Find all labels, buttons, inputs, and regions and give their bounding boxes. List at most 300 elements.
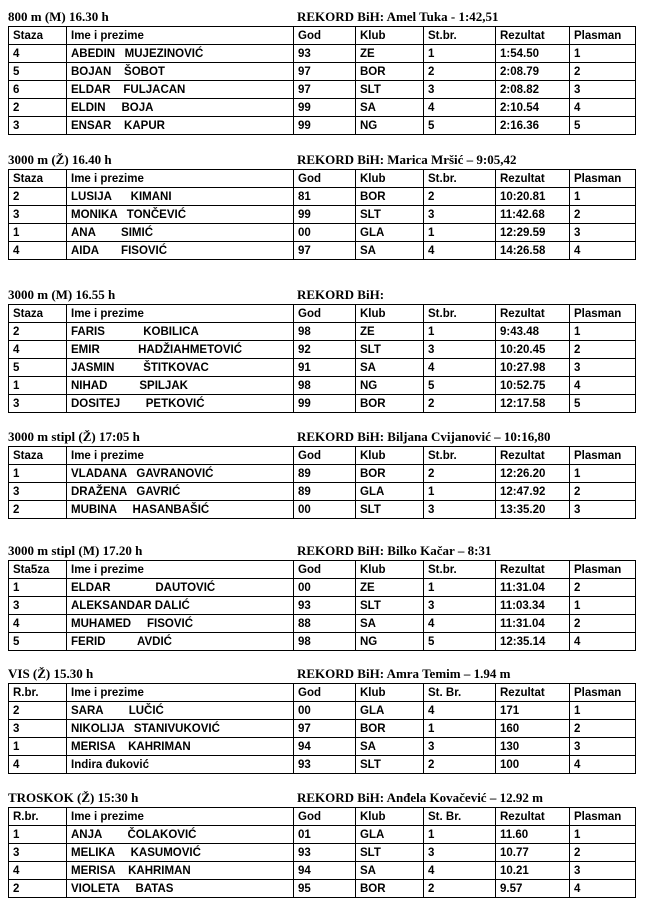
cell-birth-year: 99 (294, 206, 356, 224)
cell-bib-number: 1 (424, 720, 496, 738)
cell-birth-year: 00 (294, 224, 356, 242)
col-header-plasman: Plasman (570, 447, 636, 465)
col-header-plasman: Plasman (570, 170, 636, 188)
event-record: REKORD BiH: Marica Mršić – 9:05,42 (297, 152, 517, 167)
event-record: REKORD BiH: Amra Temim – 1.94 m (297, 666, 511, 681)
table-row (9, 323, 636, 341)
col-header-name: Ime i prezime (67, 808, 294, 826)
cell-birth-year: 99 (294, 117, 356, 135)
cell-birth-year: 97 (294, 720, 356, 738)
cell-result: 11:42.68 (496, 206, 570, 224)
col-header-rezultat: Rezultat (496, 27, 570, 45)
cell-placing: 2 (570, 579, 636, 597)
cell-birth-year: 94 (294, 738, 356, 756)
cell-bib-number: 1 (424, 224, 496, 242)
cell-placing: 1 (570, 826, 636, 844)
col-header-god: God (294, 305, 356, 323)
results-table (8, 683, 636, 774)
table-header-row (9, 305, 636, 323)
cell-club: SA (356, 242, 424, 260)
cell-athlete-name: VIOLETA BATAS (67, 880, 294, 898)
cell-bib-number: 4 (424, 862, 496, 880)
cell-birth-year: 93 (294, 844, 356, 862)
col-header-plasman: Plasman (570, 808, 636, 826)
table-row (9, 341, 636, 359)
cell-result: 2:08.79 (496, 63, 570, 81)
table-header-row (9, 561, 636, 579)
cell-club: GLA (356, 224, 424, 242)
col-header-staza: Staza (9, 170, 67, 188)
cell-lane: 5 (9, 633, 67, 651)
col-header-staza: Staza (9, 305, 67, 323)
col-header-klub: Klub (356, 305, 424, 323)
cell-birth-year: 99 (294, 395, 356, 413)
cell-result: 11:31.04 (496, 615, 570, 633)
cell-placing: 1 (570, 465, 636, 483)
event-record: REKORD BiH: Amel Tuka - 1:42,51 (297, 9, 499, 24)
cell-placing: 2 (570, 63, 636, 81)
results-table (8, 560, 636, 651)
table-row (9, 99, 636, 117)
cell-birth-year: 89 (294, 483, 356, 501)
cell-bib-number: 2 (424, 880, 496, 898)
cell-result: 130 (496, 738, 570, 756)
event-title: VIS (Ž) 15.30 h (8, 666, 94, 681)
col-header-god: God (294, 808, 356, 826)
cell-bib-number: 2 (424, 63, 496, 81)
cell-athlete-name: BOJAN ŠOBOT (67, 63, 294, 81)
cell-club: SLT (356, 81, 424, 99)
cell-lane: 1 (9, 377, 67, 395)
cell-bib-number: 3 (424, 501, 496, 519)
event-title: TROSKOK (Ž) 15:30 h (8, 790, 139, 805)
col-header-stbr: St.br. (424, 170, 496, 188)
cell-club: ZE (356, 323, 424, 341)
cell-bib-number: 4 (424, 615, 496, 633)
cell-bib-number: 4 (424, 242, 496, 260)
table-row (9, 501, 636, 519)
cell-placing: 4 (570, 756, 636, 774)
col-header-god: God (294, 684, 356, 702)
results-table (8, 169, 636, 260)
cell-club: NG (356, 377, 424, 395)
cell-athlete-name: ELDIN BOJA (67, 99, 294, 117)
cell-club: SA (356, 615, 424, 633)
cell-result: 10:20.45 (496, 341, 570, 359)
table-row (9, 880, 636, 898)
cell-result: 1:54.50 (496, 45, 570, 63)
cell-birth-year: 88 (294, 615, 356, 633)
cell-birth-year: 98 (294, 377, 356, 395)
cell-club: GLA (356, 826, 424, 844)
cell-result: 100 (496, 756, 570, 774)
cell-club: BOR (356, 395, 424, 413)
col-header-klub: Klub (356, 447, 424, 465)
cell-athlete-name: NIKOLIJA STANIVUKOVIĆ (67, 720, 294, 738)
cell-club: SA (356, 99, 424, 117)
col-header-klub: Klub (356, 27, 424, 45)
table-row (9, 615, 636, 633)
cell-athlete-name: LUSIJA KIMANI (67, 188, 294, 206)
cell-birth-year: 98 (294, 323, 356, 341)
cell-lane: 3 (9, 720, 67, 738)
cell-athlete-name: FERID AVDIĆ (67, 633, 294, 651)
cell-lane: 3 (9, 483, 67, 501)
cell-club: GLA (356, 702, 424, 720)
table-row (9, 756, 636, 774)
cell-club: BOR (356, 720, 424, 738)
cell-placing: 1 (570, 323, 636, 341)
table-row (9, 188, 636, 206)
cell-result: 11:03.34 (496, 597, 570, 615)
cell-result: 12:26.20 (496, 465, 570, 483)
table-row (9, 45, 636, 63)
cell-athlete-name: DRAŽENA GAVRIĆ (67, 483, 294, 501)
cell-athlete-name: MERISA KAHRIMAN (67, 862, 294, 880)
cell-placing: 1 (570, 45, 636, 63)
event-title: 3000 m stipl (M) 17.20 h (8, 543, 143, 558)
cell-bib-number: 3 (424, 597, 496, 615)
table-row (9, 81, 636, 99)
cell-lane: 1 (9, 224, 67, 242)
cell-athlete-name: VLADANA GAVRANOVIĆ (67, 465, 294, 483)
cell-result: 13:35.20 (496, 501, 570, 519)
cell-birth-year: 00 (294, 501, 356, 519)
cell-lane: 5 (9, 359, 67, 377)
col-header-rbr: R.br. (9, 684, 67, 702)
table-row (9, 597, 636, 615)
cell-bib-number: 3 (424, 844, 496, 862)
col-header-staza: Staza (9, 447, 67, 465)
cell-birth-year: 99 (294, 99, 356, 117)
cell-bib-number: 3 (424, 206, 496, 224)
cell-club: SA (356, 738, 424, 756)
table-row (9, 117, 636, 135)
cell-placing: 4 (570, 99, 636, 117)
cell-result: 12:17.58 (496, 395, 570, 413)
table-header-row (9, 808, 636, 826)
cell-lane: 1 (9, 826, 67, 844)
cell-placing: 1 (570, 188, 636, 206)
cell-placing: 3 (570, 501, 636, 519)
col-header-name: Ime i prezime (67, 27, 294, 45)
table-row (9, 826, 636, 844)
cell-lane: 3 (9, 395, 67, 413)
cell-club: BOR (356, 63, 424, 81)
cell-club: SA (356, 862, 424, 880)
cell-result: 2:10.54 (496, 99, 570, 117)
table-header-row (9, 170, 636, 188)
cell-lane: 3 (9, 844, 67, 862)
cell-athlete-name: ABEDIN MUJEZINOVIĆ (67, 45, 294, 63)
cell-bib-number: 2 (424, 395, 496, 413)
cell-placing: 2 (570, 483, 636, 501)
cell-bib-number: 5 (424, 633, 496, 651)
cell-result: 10.21 (496, 862, 570, 880)
col-header-plasman: Plasman (570, 27, 636, 45)
table-row (9, 483, 636, 501)
cell-club: SLT (356, 597, 424, 615)
cell-birth-year: 97 (294, 63, 356, 81)
cell-athlete-name: MONIKA TONČEVIĆ (67, 206, 294, 224)
table-row (9, 395, 636, 413)
cell-athlete-name: EMIR HADŽIAHMETOVIĆ (67, 341, 294, 359)
table-row (9, 377, 636, 395)
col-header-god: God (294, 447, 356, 465)
cell-birth-year: 97 (294, 81, 356, 99)
results-table (8, 446, 636, 519)
table-row (9, 242, 636, 260)
cell-athlete-name: ELDAR FULJACAN (67, 81, 294, 99)
results-table (8, 26, 636, 135)
cell-placing: 4 (570, 633, 636, 651)
table-row (9, 359, 636, 377)
cell-club: NG (356, 633, 424, 651)
cell-placing: 4 (570, 377, 636, 395)
cell-result: 12:35.14 (496, 633, 570, 651)
cell-athlete-name: AIDA FISOVIĆ (67, 242, 294, 260)
cell-result: 11.60 (496, 826, 570, 844)
cell-birth-year: 00 (294, 579, 356, 597)
cell-result: 2:16.36 (496, 117, 570, 135)
cell-club: SA (356, 359, 424, 377)
cell-result: 2:08.82 (496, 81, 570, 99)
cell-lane: 4 (9, 756, 67, 774)
table-row (9, 844, 636, 862)
table-row (9, 224, 636, 242)
cell-bib-number: 2 (424, 756, 496, 774)
cell-lane: 2 (9, 880, 67, 898)
cell-bib-number: 3 (424, 738, 496, 756)
cell-placing: 5 (570, 117, 636, 135)
cell-lane: 1 (9, 465, 67, 483)
cell-lane: 1 (9, 738, 67, 756)
col-header-rbr: R.br. (9, 808, 67, 826)
col-header-rezultat: Rezultat (496, 684, 570, 702)
cell-lane: 4 (9, 862, 67, 880)
cell-lane: 2 (9, 702, 67, 720)
cell-placing: 3 (570, 224, 636, 242)
cell-club: SLT (356, 341, 424, 359)
cell-bib-number: 5 (424, 117, 496, 135)
cell-placing: 3 (570, 862, 636, 880)
table-row (9, 63, 636, 81)
col-header-plasman: Plasman (570, 684, 636, 702)
cell-bib-number: 4 (424, 702, 496, 720)
cell-club: SLT (356, 501, 424, 519)
col-header-stbr: St.br. (424, 561, 496, 579)
cell-result: 10.77 (496, 844, 570, 862)
table-row (9, 465, 636, 483)
cell-bib-number: 4 (424, 99, 496, 117)
cell-athlete-name: JASMIN ŠTITKOVAC (67, 359, 294, 377)
table-header-row (9, 684, 636, 702)
cell-result: 12:47.92 (496, 483, 570, 501)
cell-club: GLA (356, 483, 424, 501)
table-row (9, 702, 636, 720)
event-record: REKORD BiH: Biljana Cvijanović – 10:16,80 (297, 429, 551, 444)
event-record: REKORD BiH: Anđela Kovačević – 12.92 m (297, 790, 543, 805)
table-row (9, 206, 636, 224)
cell-result: 14:26.58 (496, 242, 570, 260)
cell-athlete-name: MELIKA KASUMOVIĆ (67, 844, 294, 862)
results-table (8, 304, 636, 413)
event-title: 3000 m (M) 16.55 h (8, 287, 116, 302)
cell-placing: 2 (570, 844, 636, 862)
cell-bib-number: 1 (424, 826, 496, 844)
col-header-plasman: Plasman (570, 305, 636, 323)
cell-lane: 2 (9, 188, 67, 206)
cell-bib-number: 3 (424, 341, 496, 359)
cell-club: BOR (356, 880, 424, 898)
col-header-staza: Staza (9, 27, 67, 45)
cell-birth-year: 93 (294, 45, 356, 63)
cell-athlete-name: FARIS KOBILICA (67, 323, 294, 341)
cell-lane: 1 (9, 579, 67, 597)
cell-lane: 6 (9, 81, 67, 99)
cell-athlete-name: SARA LUČIĆ (67, 702, 294, 720)
col-header-name: Ime i prezime (67, 561, 294, 579)
col-header-staza: Sta5za (9, 561, 67, 579)
col-header-name: Ime i prezime (67, 305, 294, 323)
col-header-rezultat: Rezultat (496, 561, 570, 579)
cell-placing: 4 (570, 242, 636, 260)
table-header-row (9, 27, 636, 45)
cell-athlete-name: ANA SIMIĆ (67, 224, 294, 242)
cell-club: BOR (356, 465, 424, 483)
cell-birth-year: 95 (294, 880, 356, 898)
cell-result: 11:31.04 (496, 579, 570, 597)
col-header-klub: Klub (356, 561, 424, 579)
cell-result: 10:27.98 (496, 359, 570, 377)
cell-club: NG (356, 117, 424, 135)
table-row (9, 579, 636, 597)
cell-birth-year: 81 (294, 188, 356, 206)
cell-placing: 2 (570, 206, 636, 224)
col-header-name: Ime i prezime (67, 684, 294, 702)
cell-lane: 3 (9, 597, 67, 615)
cell-lane: 4 (9, 45, 67, 63)
cell-placing: 4 (570, 880, 636, 898)
cell-placing: 2 (570, 720, 636, 738)
results-table (8, 807, 636, 898)
cell-bib-number: 3 (424, 81, 496, 99)
col-header-klub: Klub (356, 684, 424, 702)
cell-club: BOR (356, 188, 424, 206)
cell-bib-number: 2 (424, 188, 496, 206)
cell-birth-year: 97 (294, 242, 356, 260)
cell-placing: 1 (570, 702, 636, 720)
cell-birth-year: 91 (294, 359, 356, 377)
col-header-name: Ime i prezime (67, 170, 294, 188)
cell-lane: 2 (9, 323, 67, 341)
cell-birth-year: 89 (294, 465, 356, 483)
cell-birth-year: 93 (294, 597, 356, 615)
cell-placing: 2 (570, 615, 636, 633)
cell-athlete-name: ENSAR KAPUR (67, 117, 294, 135)
cell-lane: 2 (9, 501, 67, 519)
cell-athlete-name: MUBINA HASANBAŠIĆ (67, 501, 294, 519)
cell-birth-year: 94 (294, 862, 356, 880)
cell-birth-year: 00 (294, 702, 356, 720)
cell-athlete-name: Indira đuković (67, 756, 294, 774)
cell-athlete-name: ELDAR DAUTOVIĆ (67, 579, 294, 597)
col-header-rezultat: Rezultat (496, 447, 570, 465)
cell-lane: 4 (9, 341, 67, 359)
col-header-stbr: St.br. (424, 305, 496, 323)
col-header-god: God (294, 170, 356, 188)
cell-lane: 3 (9, 117, 67, 135)
cell-result: 9:43.48 (496, 323, 570, 341)
cell-placing: 5 (570, 395, 636, 413)
cell-athlete-name: ANJA ČOLAKOVIĆ (67, 826, 294, 844)
cell-athlete-name: DOSITEJ PETKOVIĆ (67, 395, 294, 413)
col-header-stbr: St.br. (424, 447, 496, 465)
cell-result: 160 (496, 720, 570, 738)
col-header-klub: Klub (356, 808, 424, 826)
cell-result: 171 (496, 702, 570, 720)
table-row (9, 720, 636, 738)
cell-club: ZE (356, 45, 424, 63)
table-row (9, 862, 636, 880)
cell-placing: 2 (570, 341, 636, 359)
cell-bib-number: 1 (424, 579, 496, 597)
cell-lane: 4 (9, 615, 67, 633)
cell-placing: 3 (570, 738, 636, 756)
cell-birth-year: 92 (294, 341, 356, 359)
event-title: 800 m (M) 16.30 h (8, 9, 109, 24)
col-header-stbr: St. Br. (424, 808, 496, 826)
col-header-god: God (294, 27, 356, 45)
table-row (9, 738, 636, 756)
event-record: REKORD BiH: (297, 287, 385, 302)
col-header-stbr: St. Br. (424, 684, 496, 702)
cell-athlete-name: MUHAMED FISOVIĆ (67, 615, 294, 633)
col-header-god: God (294, 561, 356, 579)
cell-bib-number: 1 (424, 45, 496, 63)
cell-result: 9.57 (496, 880, 570, 898)
event-title: 3000 m stipl (Ž) 17:05 h (8, 429, 140, 444)
cell-lane: 2 (9, 99, 67, 117)
cell-birth-year: 01 (294, 826, 356, 844)
cell-bib-number: 2 (424, 465, 496, 483)
cell-athlete-name: ALEKSANDAR DALIĆ (67, 597, 294, 615)
event-record: REKORD BiH: Bilko Kačar – 8:31 (297, 543, 492, 558)
cell-bib-number: 4 (424, 359, 496, 377)
cell-result: 10:52.75 (496, 377, 570, 395)
event-title: 3000 m (Ž) 16.40 h (8, 152, 112, 167)
col-header-rezultat: Rezultat (496, 305, 570, 323)
cell-placing: 1 (570, 597, 636, 615)
cell-bib-number: 5 (424, 377, 496, 395)
table-header-row (9, 447, 636, 465)
cell-athlete-name: NIHAD SPILJAK (67, 377, 294, 395)
cell-result: 10:20.81 (496, 188, 570, 206)
col-header-klub: Klub (356, 170, 424, 188)
table-row (9, 633, 636, 651)
cell-club: SLT (356, 206, 424, 224)
col-header-rezultat: Rezultat (496, 808, 570, 826)
col-header-rezultat: Rezultat (496, 170, 570, 188)
cell-club: SLT (356, 844, 424, 862)
cell-result: 12:29.59 (496, 224, 570, 242)
cell-lane: 5 (9, 63, 67, 81)
cell-placing: 3 (570, 81, 636, 99)
cell-athlete-name: MERISA KAHRIMAN (67, 738, 294, 756)
cell-birth-year: 93 (294, 756, 356, 774)
col-header-name: Ime i prezime (67, 447, 294, 465)
cell-lane: 3 (9, 206, 67, 224)
